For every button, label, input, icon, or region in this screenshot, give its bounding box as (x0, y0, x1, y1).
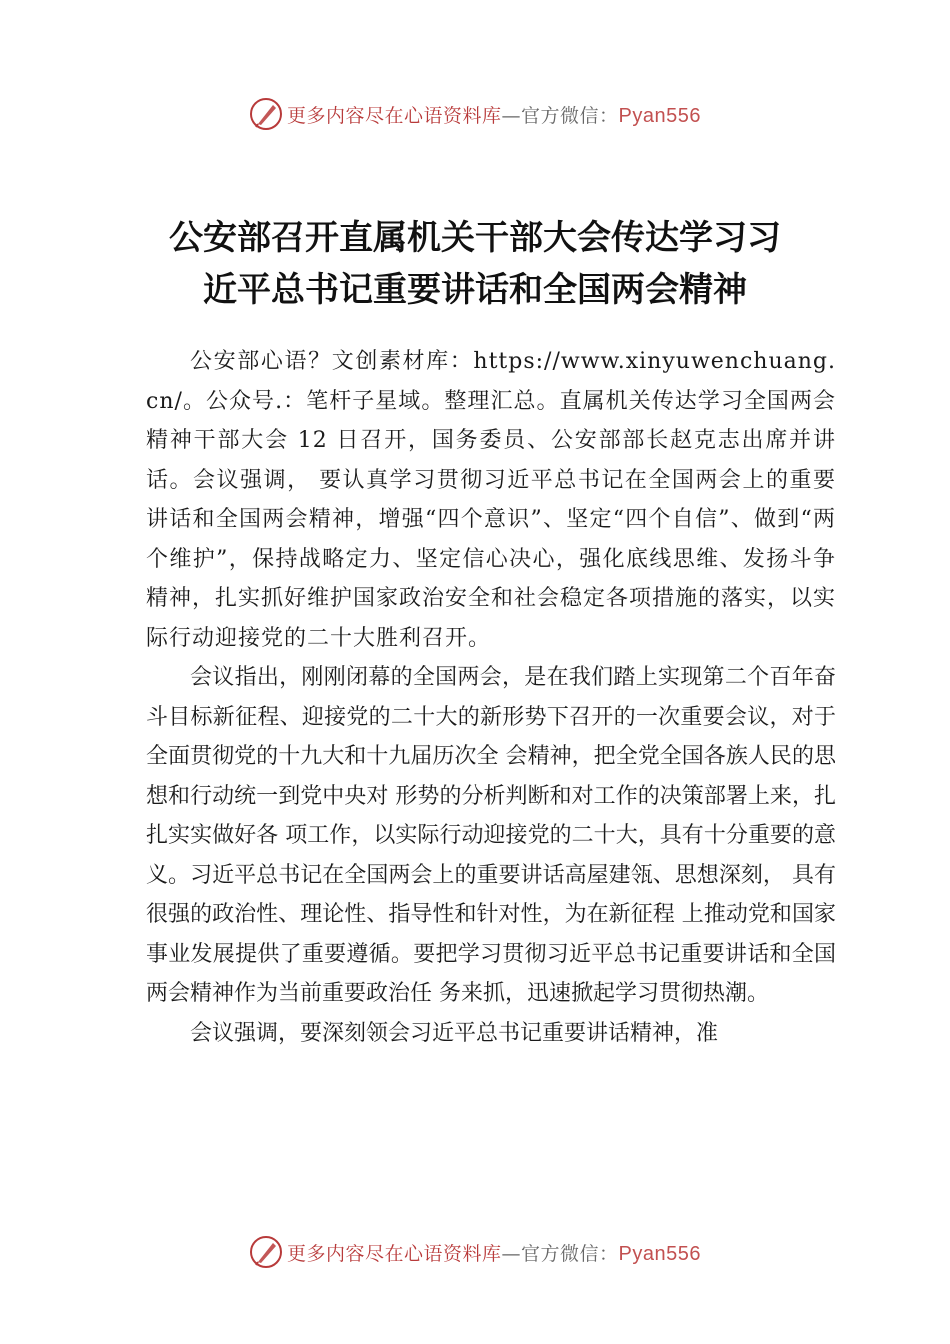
title-line-1: 公安部召开直属机关干部大会传达学习习 (169, 218, 781, 258)
quill-logo-icon (249, 97, 283, 131)
footer-banner (0, 1232, 950, 1272)
quill-logo-icon (249, 1235, 283, 1269)
title-line-2: 近平总书记重要讲话和全国两会精神 (203, 270, 747, 310)
footer-banner-text (287, 1239, 701, 1266)
paragraph-3: 会议强调，要深刻领会习近平总书记重要讲话精神，准 (190, 1020, 719, 1046)
banner-wechat-label: 官方微信： (521, 1242, 619, 1265)
page-title (120, 212, 830, 316)
banner-dash: — (501, 104, 522, 127)
banner-slogan: 更多内容尽在心语资料库 (287, 1242, 502, 1265)
banner-account: Pyan556 (618, 104, 701, 127)
banner-account: Pyan556 (618, 1242, 701, 1265)
header-banner (0, 94, 950, 134)
paragraph-1: 公安部心语？文创素材库：https://www.xinyuwenchuang.cn/。公众号.：笔杆子星域。整理汇总。直属机关传达学习全国两会精神干部大会 12 日召开，国务委员、公安部部长赵克志出席并讲话。会议强调， 要认真学习贯彻习近平总书记在全国两会上的重要讲话和全国两会精神，增强“四个意识”、坚定“四个自信”、做到“两个维护”，保持战略定力、坚定信心决心，强化底线思维、发扬斗争精神，扎实抓好维护国家政治安全和社会稳定各项措施的落实，以实际行动迎接党的二十大胜利召开。 (146, 349, 837, 651)
banner-slogan: 更多内容尽在心语资料库 (287, 104, 502, 127)
header-banner-text (287, 101, 701, 128)
banner-dash: — (501, 1242, 522, 1265)
paragraph-2: 会议指出，刚刚闭幕的全国两会，是在我们踏上实现第二个百年奋斗目标新征程、迎接党的二十大的新形势下召开的一次重要会议，对于全面贯彻党的十九大和十九届历次全 会精神，把全党全国各族人民的思想和行动统一到党中央对 形势的分析判断和对工作的决策部署上来，扎扎实实做好各 项工作，以实际行动迎接党的二十大，具有十分重要的意义。习近平总书记在全国两会上的重要讲话高屋建瓴、思想深刻， 具有很强的政治性、理论性、指导性和针对性，为在新征程 上推动党和国家事业发展提供了重要遵循。要把学习贯彻习近平总书记重要讲话和全国两会精神作为当前重要政治任 务来抓，迅速掀起学习贯彻热潮。 (146, 665, 836, 1006)
article-body (146, 342, 836, 1053)
banner-wechat-label: 官方微信： (521, 104, 619, 127)
